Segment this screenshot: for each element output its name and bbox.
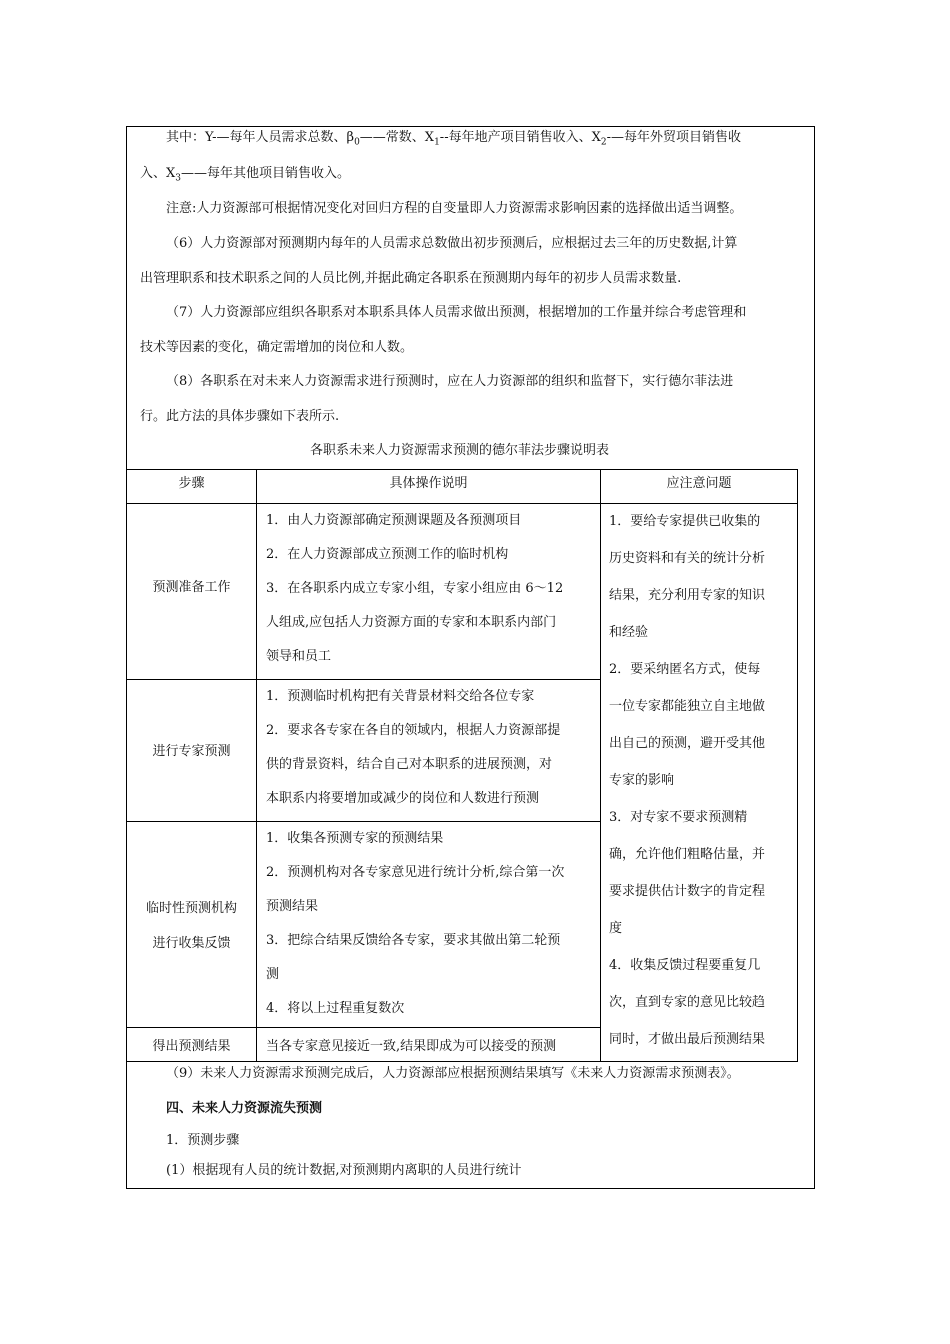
note-line: 1．要给专家提供已收集的 (609, 514, 761, 529)
paragraph-8-line2: 行。此方法的具体步骤如下表所示. (140, 409, 340, 424)
note-line: 次，直到专家的意见比较趋 (609, 995, 766, 1010)
paragraph-6-line2: 出管理职系和技术职系之间的人员比例,并据此确定各职系在预测期内每年的初步人员需求数量. (140, 271, 682, 286)
paragraph-6-line1: （6）人力资源部对预测期内每年的人员需求总数做出初步预测后，应根据过去三年的历史数据,计算 (166, 236, 738, 251)
step-label: 临时性预测机构 (145, 901, 237, 916)
note-line: 专家的影响 (609, 773, 675, 788)
note-line: 结果，充分利用专家的知识 (609, 588, 766, 603)
table-row-step (127, 822, 257, 1028)
note-line: 4．收集反馈过程要重复几 (609, 958, 761, 973)
note-line: 一位专家都能独立自主地做 (609, 699, 766, 714)
note-line: 2．要采纳匿名方式，使每 (609, 662, 761, 677)
note-line: 3．对专家不要求预测精 (609, 810, 748, 825)
step-1-paragraph: (1）根据现有人员的统计数据,对预测期内离职的人员进行统计 (166, 1163, 522, 1178)
note-line: 度 (609, 921, 623, 936)
header-step (127, 470, 257, 504)
note-paragraph: 注意:人力资源部可根据情况变化对回归方程的自变量即人力资源需求影响因素的选择做出适当调整。 (166, 201, 743, 216)
table-row-ops (257, 1028, 601, 1062)
op-line: 供的背景资料，结合自己对本职系的进展预测，对 (266, 757, 553, 772)
steps-heading: 1．预测步骤 (166, 1133, 240, 1148)
op-line: 2．在人力资源部成立预测工作的临时机构 (266, 547, 509, 562)
header-operations-label: 具体操作说明 (389, 476, 468, 491)
note-line: 同时，才做出最后预测结果 (609, 1032, 766, 1047)
step-label: 进行专家预测 (152, 744, 231, 759)
note-line: 确，允许他们粗略估量，并 (609, 847, 766, 862)
table-row-ops (257, 504, 601, 680)
op-line: 领导和员工 (266, 649, 332, 664)
delphi-steps-table (126, 469, 798, 1062)
notes-cell (601, 504, 798, 1062)
table-title: 各职系未来人力资源需求预测的德尔菲法步骤说明表 (310, 443, 610, 458)
op-line: 1．收集各预测专家的预测结果 (266, 831, 444, 846)
header-step-label: 步骤 (178, 476, 205, 491)
op-line: 3．在各职系内成立专家小组，专家小组应由 6～12 (266, 581, 564, 596)
section-heading-4: 四、未来人力资源流失预测 (166, 1101, 323, 1116)
note-line: 出自己的预测，避开受其他 (609, 736, 766, 751)
header-operations (257, 470, 601, 504)
note-line: 要求提供估计数字的肯定程 (609, 884, 766, 899)
table-row-step (127, 1028, 257, 1062)
op-line: 预测结果 (266, 899, 319, 914)
formula-legend-line2: 入、$X_3——$每年其他项目销售收入。 (140, 166, 351, 184)
op-line: 2．要求各专家在各自的领域内，根据人力资源部提 (266, 723, 561, 738)
paragraph-9: （9）未来人力资源需求预测完成后，人力资源部应根据预测结果填写《未来人力资源需求预测表》。 (166, 1066, 740, 1081)
op-line: 3．把综合结果反馈给各专家，要求其做出第二轮预 (266, 933, 561, 948)
table-row-ops (257, 822, 601, 1028)
step-label: 进行收集反馈 (152, 936, 231, 951)
op-line: 1．由人力资源部确定预测课题及各预测项目 (266, 513, 522, 528)
op-line: 当各专家意见接近一致,结果即成为可以接受的预测 (266, 1039, 557, 1054)
table-row-step (127, 504, 257, 680)
op-line: 人组成,应包括人力资源方面的专家和本职系内部门 (266, 615, 557, 630)
op-line: 4．将以上过程重复数次 (266, 1001, 405, 1016)
header-notes (601, 470, 798, 504)
op-line: 测 (266, 967, 280, 982)
note-line: 历史资料和有关的统计分析 (609, 551, 766, 566)
formula-legend-line1: 其中：Y-—每年人员需求总数、$\beta_0——$常数、$X_1--$每年地产项目销售收入、$X_2-—$每年外贸项目销售收 (166, 130, 741, 148)
header-notes-label: 应注意问题 (666, 476, 732, 491)
op-line: 本职系内将要增加或减少的岗位和人数进行预测 (266, 791, 540, 806)
table-row-step (127, 680, 257, 822)
note-line: 和经验 (609, 625, 649, 640)
paragraph-7-line1: （7）人力资源部应组织各职系对本职系具体人员需求做出预测，根据增加的工作量并综合考虑管理和 (166, 305, 747, 320)
step-label: 预测准备工作 (152, 580, 231, 595)
step-label: 得出预测结果 (152, 1039, 231, 1054)
paragraph-8-line1: （8）各职系在对未来人力资源需求进行预测时，应在人力资源部的组织和监督下，实行德尔菲法进 (166, 374, 734, 389)
op-line: 1．预测临时机构把有关背景材料交给各位专家 (266, 689, 535, 704)
op-line: 2．预测机构对各专家意见进行统计分析,综合第一次 (266, 865, 565, 880)
paragraph-7-line2: 技术等因素的变化，确定需增加的岗位和人数。 (140, 340, 414, 355)
table-row-ops (257, 680, 601, 822)
